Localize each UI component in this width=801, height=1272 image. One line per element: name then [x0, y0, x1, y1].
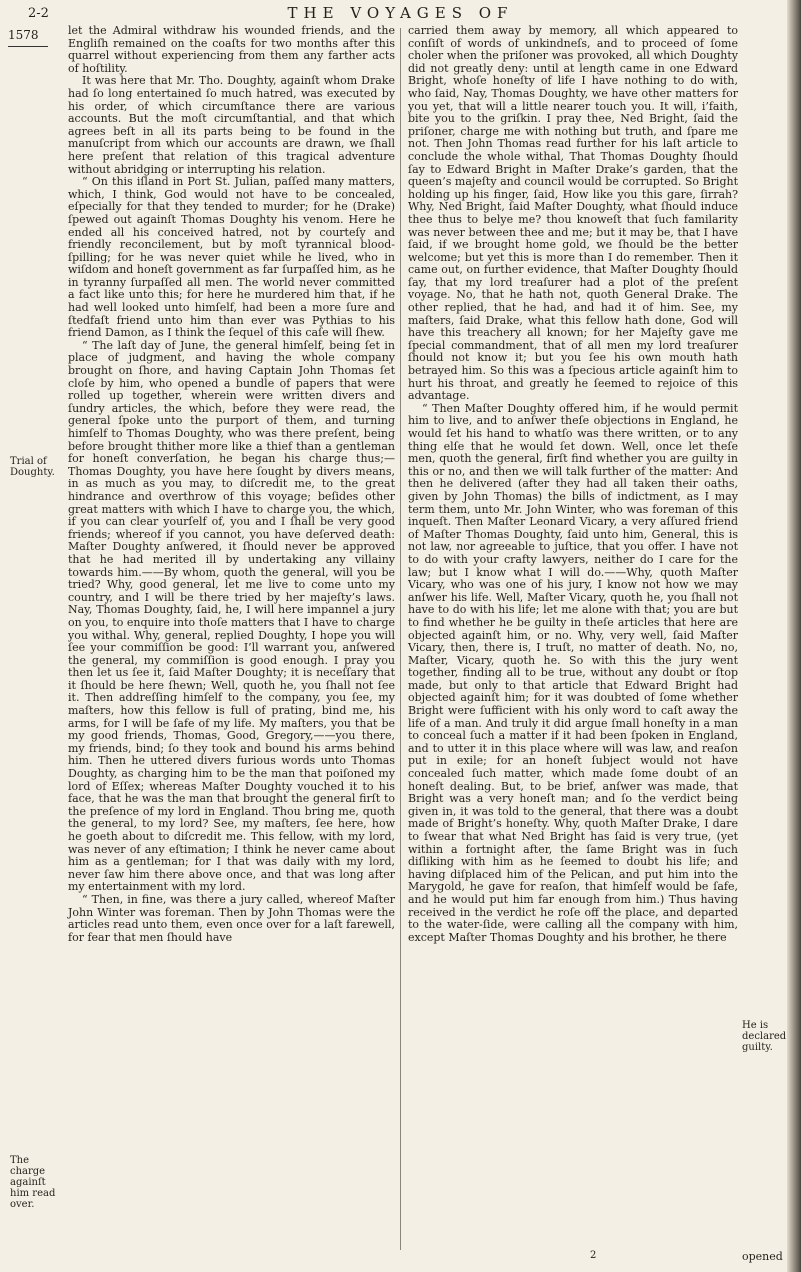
year-marginal: 1578: [8, 28, 39, 42]
paragraph: It was here that Mr. Tho. Doughty, againſt whom Drake had ſo long entertained ſo much hatred, was executed by his order, of which circumſtance there are various accounts. But the moſt circumſtantial, and that which agrees beſt in all its parts being to be found in the manuſcript from which our accounts are drawn, we ſhall here preſent that relation of this tragical adventure without abridging or interrupting his relation.: [68, 74, 395, 176]
left-column: [68, 25, 395, 944]
running-title: THE VOYAGES OF: [287, 4, 514, 22]
margin-note-charge: The charge againſt him read over.: [10, 1155, 56, 1210]
catchword: opened: [742, 1250, 783, 1263]
margin-note-declared: He is declared guilty.: [742, 1020, 787, 1053]
paragraph: let the Admiral withdraw his wounded friends, and the Engliſh remained on the coaſts for two months after this quarrel without experiencing from them any farther acts of hoſtility.: [68, 24, 395, 75]
paragraph: carried them away by memory, all which appeared to conſiſt of words of unkindneſs, and to proceed of ſome choler when the priſoner was provoked, all which Doughty did not greatly deny: until at length came in one Edward Bright, whoſe honeſty of life I have nothing to do with, who ſaid, Nay, Thomas Doughty, we have other matters for you yet, that will a little nearer touch you. It will, i’faith, bite you to the griſkin. I pray thee, Ned Bright, ſaid the priſoner, charge me with nothing but truth, and ſpare me not. Then John Thomas read further for his laſt article to conclude the whole withal, That Thomas Doughty ſhould ſay to Edward Bright in Maſter Drake’s garden, that the queen’s majeſty and council would be corrupted. So Bright holding up his finger, ſaid, How like you this gare, ſirrah? Why, Ned Bright, ſaid Maſter Doughty, what ſhould induce thee thus to belye me? thou knoweſt that ſuch familarity was never between thee and me; but it may be, that I have ſaid, if we brought home gold, we ſhould be the better welcome; but yet this is more than I do remember. Then it came out, on further evidence, that Maſter Doughty ſhould ſay, that my lord treaſurer had a plot of the preſent voyage. No, that he hath not, quoth General Drake. The other replied, that he had, and had it of him. See, my maſters, ſaid Drake, what this fellow hath done, God will have this treachery all known; for her Majeſty gave me ſpecial commandment, that of all men my lord treaſurer ſhould not know it; but you ſee his own mouth hath betrayed him. So this was a ſpecious article againſt him to hurt his throat, and greatly he ſeemed to rejoice of this advantage.: [408, 24, 738, 403]
page-header: [0, 4, 801, 26]
column-divider: [400, 28, 401, 1250]
paragraph: “ Then, in fine, was there a jury called, whereof Maſter John Winter was foreman. Then by John Thomas were the articles read unto them, even once over for a laſt farewell, for fear that men ſhould have: [68, 892, 395, 944]
year-brace: [8, 40, 48, 47]
page-marker: 2-2: [28, 6, 49, 21]
margin-note-trial: Trial of Doughty.: [10, 456, 55, 478]
page-edge-shadow: [787, 0, 801, 1272]
paragraph: “ Then Maſter Doughty offered him, if he would permit him to live, and to anſwer theſe objections in England, he would ſet his hand to whatſo was there written, or to any thing elſe that he would ſet down. Well, once let theſe men, quoth the general, firſt find whether you are guilty in this or no, and then we will talk further of the matter: And then he delivered (after they had all taken their oaths, given by John Thomas) the bills of indictment, as I may term them, unto Mr. John Winter, who was foreman of this inqueſt. Then Maſter Leonard Vicary, a very aſſured friend of Maſter Thomas Doughty, ſaid unto him, General, this is not law, nor agreeable to juſtice, that you offer. I have not to do with your crafty lawyers, neither do I care for the law; but I know what I will do.——Why, quoth Maſter Vicary, who was one of his jury, I know not how we may anſwer his life. Well, Maſter Vicary, quoth he, you ſhall not have to do with his life; let me alone with that; you are but to find whether he be guilty in theſe articles that here are objected againſt him, or no. Why, very well, ſaid Maſter Vicary, then, there is, I truſt, no matter of death. No, no, Maſter, Vicary, quoth he. So with this the jury went together, finding all to be true, without any doubt or ſtop made, but only to that article that Edward Bright had objected againſt him; for it was doubted of ſome whether Bright were ſufficient with his only word to caſt away the life of a man. And truly it did argue ſmall honeſty in a man to conceal ſuch a matter if it had been ſpoken in England, and to utter it in this place where will was law, and reaſon put in exile; for an honeſt ſubject would not have concealed ſuch matter, which made ſome doubt of an honeſt dealing. But, to be brief, anſwer was made, that Bright was a very honeſt man; and ſo the verdict being given in, it was told to the general, that there was a doubt made of Bright’s honeſty. Why, quoth Maſter Drake, I dare to ſwear that what Ned Bright has ſaid is very true, (yet within a fortnight after, the ſame Bright was in ſuch diſliking with him as he ſeemed to doubt his life; and having diſplaced him of the Pelican, and put him into the Marygold, he gave for reaſon, that himſelf would be ſafe, and he would put him far enough from him.) Thus having received in the verdict he roſe off the place, and departed to the water-ſide, were calling all the company with him, except Maſter Thomas Doughty and his brother, he there: [408, 401, 738, 944]
signature-mark: 2: [590, 1250, 597, 1261]
right-column: [408, 25, 738, 944]
paragraph: “ On this iſland in Port St. Julian, paſſed many matters, which, I think, God would not have to be concealed, eſpecially for that they tended to murder; for he (Drake) ſpewed out againſt Thomas Doughty his venom. Here he ended all his conceived hatred, not by courteſy and friendly reconcilement, but by moſt tyrannical blood-ſpilling; for he was never quiet while he lived, who in wiſdom and honeſt government as far ſurpaſſed him, as he in tyranny ſurpaſſed all men. The world never committed a fact like unto this; for here he murdered him that, if he had well looked unto himſelf, had been a more ſure and ſtedfaſt friend unto him than ever was Pythias to his friend Damon, as I think the ſequel of this caſe will ſhew.: [68, 175, 395, 340]
paragraph: “ The laſt day of June, the general himſelf, being ſet in place of judgment, and having the whole company brought on ſhore, and having Captain John Thomas ſet cloſe by him, who opened a bundle of papers that were rolled up together, wherein were written divers and ſundry articles, the which, before they were read, the general ſpoke unto the purport of them, and turning himſelf to Thomas Doughty, who was there preſent, being before brought thither more like a thief than a gentleman for honeſt converſation, he began his charge thus;—Thomas Doughty, you have here ſought by divers means, in as much as you may, to diſcredit me, to the great hindrance and overthrow of this voyage; beſides other great matters with which I have to charge you, the which, if you can clear yourſelf of, you and I ſhall be very good friends; whereof if you cannot, you have deſerved death: Maſter Doughty anſwered, it ſhould never be approved that he had merited ill by undertaking any villainy towards him.——By whom, quoth the general, will you be tried? Why, good general, let me live to come unto my country, and I will be there tried by her majeſty’s laws. Nay, Thomas Doughty, ſaid, he, I will here impannel a jury on you, to enquire into thoſe matters that I have to charge you withal. Why, general, replied Doughty, I hope you will ſee your commiſſion be good: I’ll warrant you, anſwered the general, my commiſſion is good enough. I pray you then let us ſee it, ſaid Maſter Doughty; it is neceſſary that it ſhould be here ſhewn; Well, quoth he, you ſhall not ſee it. Then addreſſing himſelf to the company, you ſee, my maſters, how this fellow is full of prating, bind me, his arms, for I will be ſafe of my life. My maſters, you that be my good friends, Thomas, Good, Gregory,——you there, my friends, bind; ſo they took and bound his arms behind him. Then he uttered divers furious words unto Thomas Doughty, as charging him to be the man that poiſoned my lord of Eſſex; whereas Maſter Doughty vouched it to his face, that he was the man that brought the general firſt to the preſence of my lord in England. Thou bring me, quoth the general, to my lord? See, my maſters, ſee here, how he goeth about to diſcredit me. This fellow, with my lord, was never of any eſtimation; I think he never came about him as a gentleman; for I that was daily with my lord, never ſaw him there above once, and that was long after my entertainment with my lord.: [68, 338, 395, 894]
